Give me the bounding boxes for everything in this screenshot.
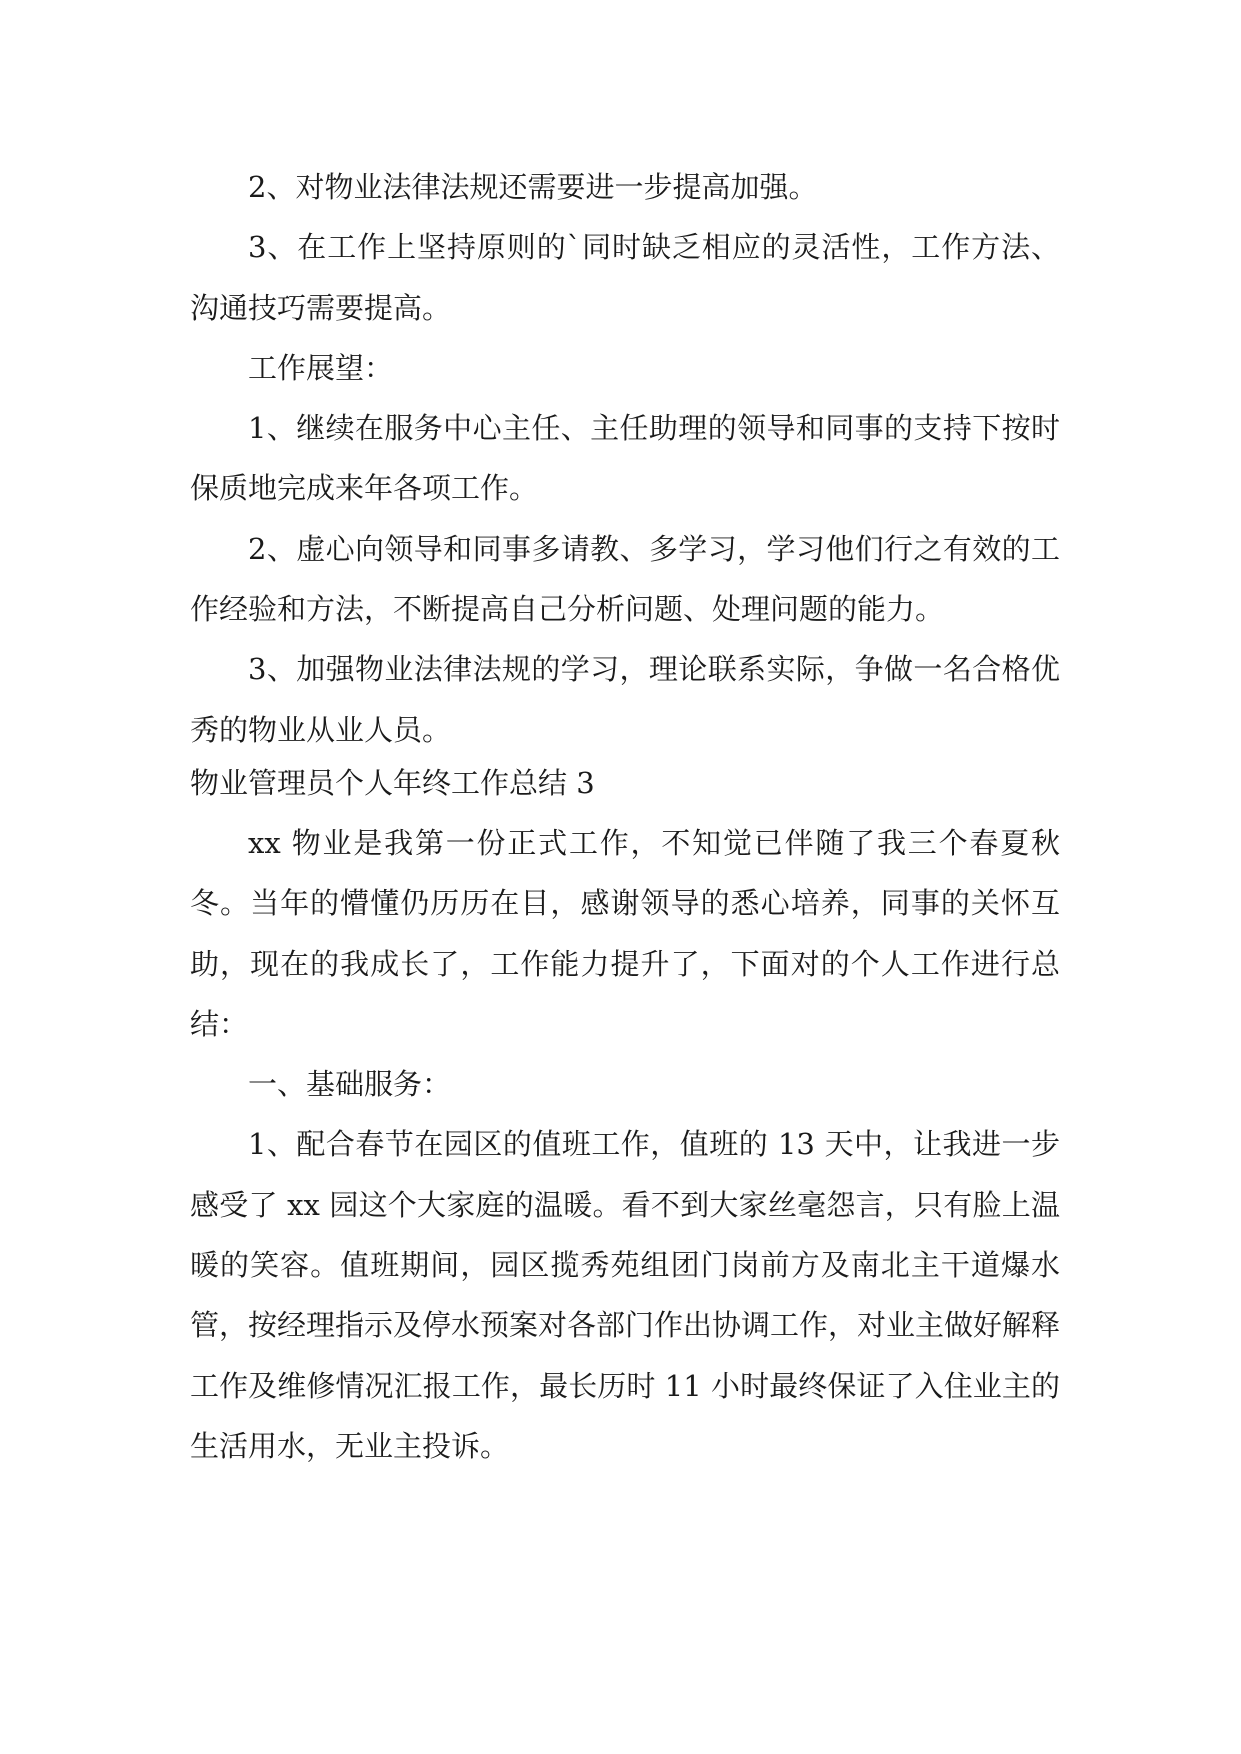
paragraph-shortcoming-3: 3、在工作上坚持原则的`同时缺乏相应的灵活性，工作方法、沟通技巧需要提高。 [190,230,1060,325]
paragraph-basic-service-heading: 一、基础服务： [248,1067,452,1102]
paragraph-intro: xx 物业是我第一份正式工作，不知觉已伴随了我三个春夏秋冬。当年的懵懂仍历历在目，感谢领导的悉心培养，同事的关怀互助，现在的我成长了，工作能力提升了，下面对的个人工作进行总结： [190,825,1060,1041]
paragraph-basic-service-1: 1、配合春节在园区的值班工作，值班的 13 天中，让我进一步感受了 xx 园这个大家庭的温暖。看不到大家丝毫怨言，只有脸上温暖的笑容。值班期间，园区揽秀苑组团门岗前方及南北主干道爆水管，按经理指示及停水预案对各部门作出协调工作，对业主做好解释工作及维修情况汇报工作，最长历时 11 小时最终保证了入住业主的生活用水，无业主投诉。 [190,1127,1061,1463]
document-body [190,157,1060,1476]
paragraph-outlook-heading: 工作展望： [248,350,394,385]
paragraph-shortcoming-2: 2、对物业法律法规还需要进一步提高加强。 [248,170,818,204]
paragraph-outlook-3: 3、加强物业法律法规的学习，理论联系实际，争做一名合格优秀的物业从业人员。 [190,652,1060,747]
paragraph-outlook-2: 2、虚心向领导和同事多请教、多学习，学习他们行之有效的工作经验和方法，不断提高自己分析问题、处理问题的能力。 [190,531,1060,627]
paragraph-outlook-1: 1、继续在服务中心主任、主任助理的领导和同事的支持下按时保质地完成来年各项工作。 [190,411,1060,506]
section-title: 物业管理员个人年终工作总结 3 [190,765,595,800]
